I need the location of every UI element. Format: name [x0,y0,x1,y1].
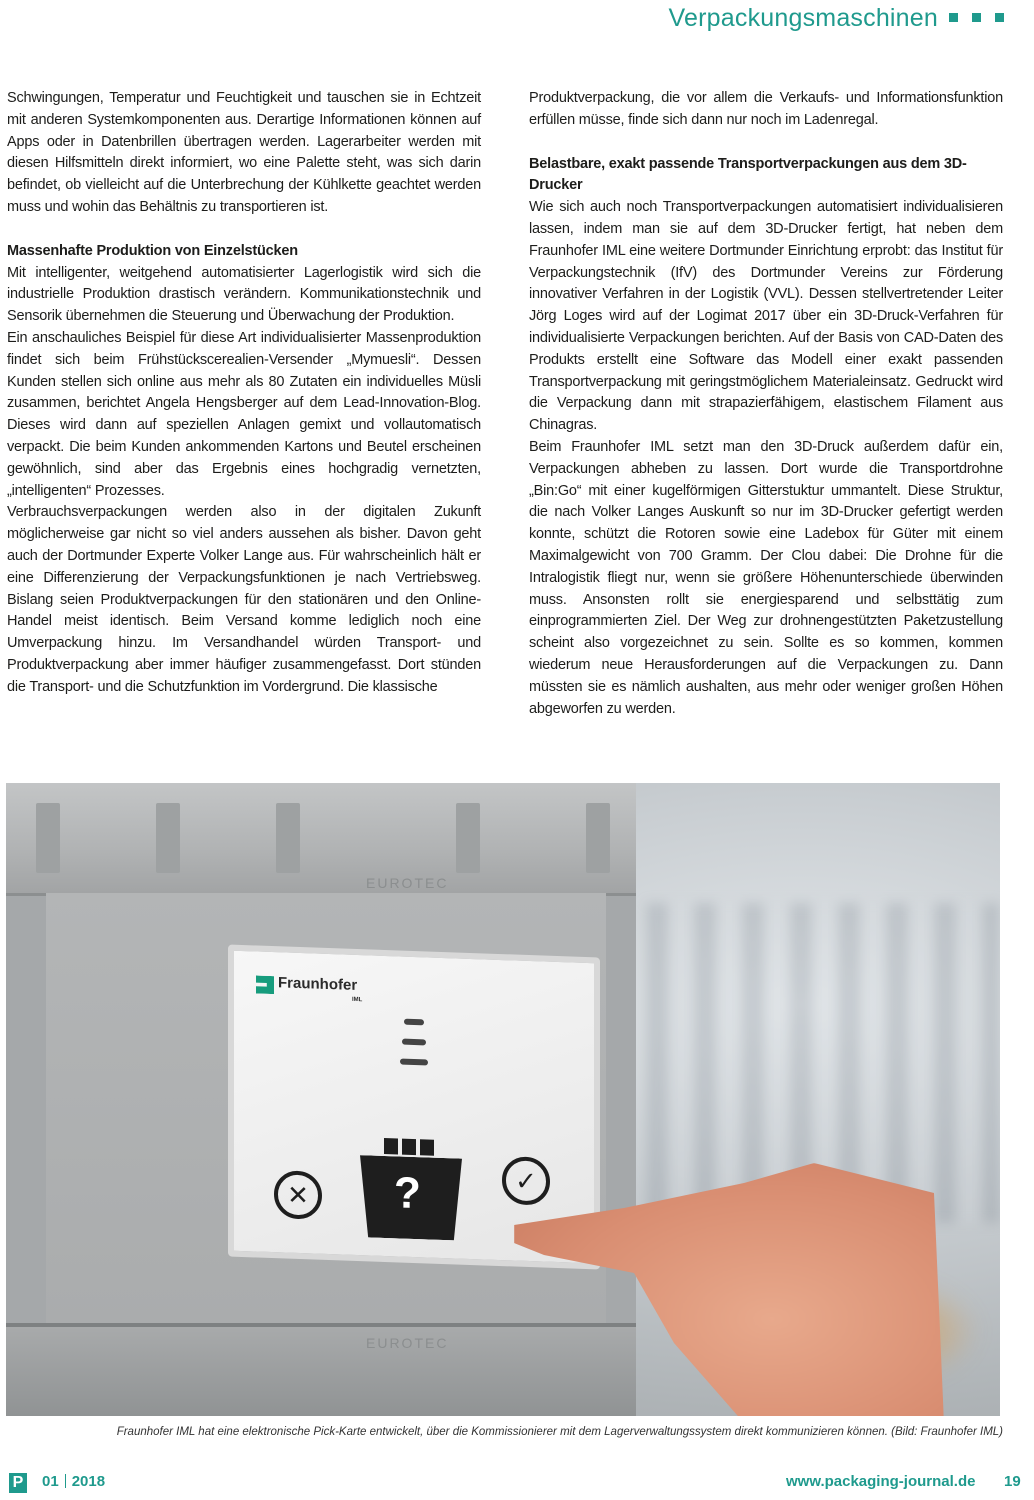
card-led-icon [400,1059,428,1066]
subheading: Massenhafte Produktion von Einzelstücken [7,242,298,259]
storage-crate [6,783,636,1416]
crate-emboss-text: EUROTEC [366,875,449,891]
paragraph: Beim Fraunhofer IML setzt man den 3D-Druck außerdem dafür ein, Verpackungen abheben zu lassen. Dort wurde die Transportdrohne „Bin:Go“ mit einer kugelförmigen Gitterstuktur ummantelt. Diese Struktur, die nach Volker Langes Auskunft so nur im 3D-Drucker gefertigt werden konnte, schützt die Rotoren sowie eine Ladebox für Güter mit einem Maximalgewicht von 700 Gramm. Der Clou dabei: Die Drohne für die Intralogistik fliegt nur, wenn sie größere Höhenunterschiede überwinden muss. Ansonsten rollt sie energiesparend und selbsttätig zum einprogrammierten Ziel. Der Weg zur drohnengestützten Paketzustellung scheint also vorgezeichnet zu sein. Sollte es so kommen, kommen wiederum neue Herausforderungen auf die Verpackungen zu. Dann müssten sie es nämlich aushalten, aus mehr oder weniger großen Höhen abgeworfen zu werden. [529,438,1003,717]
magazine-logo-icon: P [9,1473,27,1493]
issue-year: 2018 [71,1473,106,1490]
confirm-icon: ✓ [502,1156,550,1206]
box-question-mark: ? [394,1168,421,1219]
paragraph: Ein anschauliches Beispiel für diese Art individualisierter Massenproduktion findet sich beim Frühstückscerealien-Versender „Mymuesli“. Dessen Kunden stellen sich online aus mehr als 80 Zutaten ein individuelles Müsli zusammen, berichtet Angela Hengsberger auf dem Lead-Innovation-Blog. Dieses wird dann auf speziellen Anlagen gemixt und vollautomatisch verpackt. Die beim Kunden ankommenden Kartons und Beutel erscheinen gewöhnlich, sind aber das Ergebnis eines hochgradig vernetzten, „intelligenten“ Prozesses. [7,329,481,499]
cancel-icon: ✕ [274,1170,322,1220]
fraunhofer-logo-icon [256,975,274,994]
crate-emboss-text: EUROTEC [366,1335,449,1351]
subheading: Belastbare, exakt passende Transportverpackungen aus dem 3D-Drucker [529,155,967,194]
issue-label [42,1473,105,1490]
card-logo-text: Fraunhofer [278,974,358,995]
card-led-icon [404,1019,424,1026]
photo-caption: Fraunhofer IML hat eine elektronische Pick-Karte entwickelt, über die Kommissionierer mit dem Lagerverwaltungssystem direkt kommunizieren können. (Bild: Fraunhofer IML) [116,1426,1003,1438]
card-led-icon [402,1039,426,1046]
paragraph: Mit intelligenter, weitgehend automatisierter Lagerlogistik wird sich die industrielle Produktion drastisch verändern. Kommunikationstechnik und Sensorik übernehmen die Steuerung und Überwachung der Produktion. [7,264,481,325]
header-squares-icon [949,13,1004,22]
paragraph: Produktverpackung, die vor allem die Verkaufs- und Informationsfunktion erfüllen müsse, finde sich dann nur noch im Ladenregal. [529,90,1003,128]
box-icon-top [384,1138,434,1156]
paragraph: Schwingungen, Temperatur und Feuchtigkeit und tauschen sie in Echtzeit mit anderen Systemkomponenten aus. Derartige Informationen können auf Apps oder in Datenbrillen übertragen werden. Lagerarbeiter werden mit diesen Hilfsmitteln direkt informiert, wo eine Palette steht, was sich darin befindet, ob vielleicht auf die Unterbrechung der Kühlkette geachtet werden muss und wohin das Behältnis zu transportieren ist. [7,90,481,215]
section-title: Verpackungsmaschinen [668,4,938,32]
website-link[interactable]: www.packaging-journal.de [786,1473,976,1490]
article-column-left [7,88,481,699]
card-logo-subtext: IML [352,996,363,1004]
paragraph: Verbrauchsverpackungen werden also in der digitalen Zukunft möglicherweise gar nicht so viel anders aussehen als bisher. Davon geht auch der Dortmunder Experte Volker Lange aus. Für wahrscheinlich hält er eine Differenzierung der Verpackungsfunktionen je nach Vertriebsweg. Bislang seien Produktverpackungen für den stationären und den Online-Handel meist identisch. Beim Versand komme lediglich noch eine Umverpackung hinzu. Im Versandhandel würden Transport- und Produktverpackung aber immer häufiger zusammengefasst. Dort stünden die Transport- und die Schutzfunktion im Vordergrund. Die klassische [7,504,481,695]
article-column-right [529,88,1003,720]
page-number: 19 [1004,1473,1021,1490]
issue-number: 01 [42,1473,59,1490]
article-photo [6,783,1000,1416]
paragraph: Wie sich auch noch Transportverpackungen automatisiert individualisieren lassen, indem man sie auf dem 3D-Drucker fertigt, hat neben dem Fraunhofer IML eine weitere Dortmunder Einrichtung erprobt: das Institut für Verpackungstechnik (IfV) des Dortmunder Vereins zur Förderung innovativer Verfahren in der Logistik (VVL). Dessen stellvertretender Leiter Jörg Loges wird auf der Logimat 2017 über ein 3D-Druck-Verfahren für individualisierte Verpackungen berichten. Auf der Basis von CAD-Daten des Produkts erstellt eine Software das Modell einer exakt passenden Transportverpackung mit geringstmöglichem Materialeinsatz. Gedruckt wird die Verpackung dann mit strapazierfähigem, elastischem Filament aus Chinagras. [529,199,1003,434]
